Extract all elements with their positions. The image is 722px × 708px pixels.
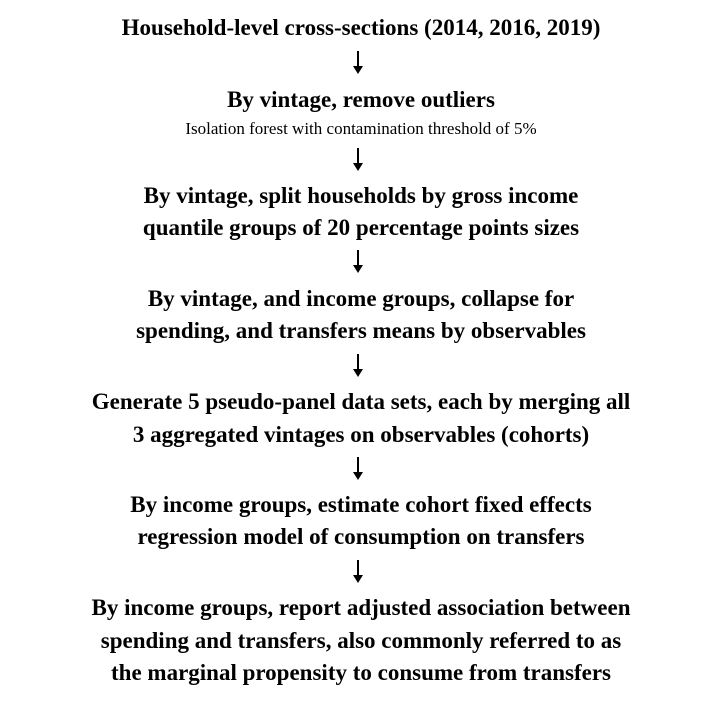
step-5-line-1: Generate 5 pseudo-panel data sets, each by merging all	[91, 389, 631, 414]
down-arrow-icon	[351, 250, 365, 274]
down-arrow-icon	[351, 354, 365, 378]
down-arrow-icon	[351, 51, 365, 75]
down-arrow-icon	[351, 457, 365, 481]
step-2-note: Isolation forest with contamination threshold of 5%	[185, 119, 537, 138]
down-arrow-icon	[351, 560, 365, 584]
step-3-line-1: By vintage, split households by gross income	[143, 183, 579, 208]
step-7-line-1: By income groups, report adjusted association between	[91, 595, 631, 620]
step-6-line-1: By income groups, estimate cohort fixed effects	[130, 492, 592, 517]
step-7-line-3: the marginal propensity to consume from transfers	[111, 660, 611, 685]
step-5-line-2: 3 aggregated vintages on observables (cohorts)	[132, 422, 590, 447]
down-arrow-icon	[351, 148, 365, 172]
step-3-line-2: quantile groups of 20 percentage points sizes	[142, 215, 580, 240]
step-7-line-2: spending and transfers, also commonly referred to as	[100, 628, 622, 653]
step-4-line-1: By vintage, and income groups, collapse for	[147, 286, 575, 311]
step-2-line-1: By vintage, remove outliers	[227, 87, 495, 112]
step-4-line-2: spending, and transfers means by observables	[136, 318, 586, 343]
step-6-line-2: regression model of consumption on transfers	[137, 524, 585, 549]
step-1-line-1: Household-level cross-sections (2014, 2016, 2019)	[121, 15, 601, 40]
